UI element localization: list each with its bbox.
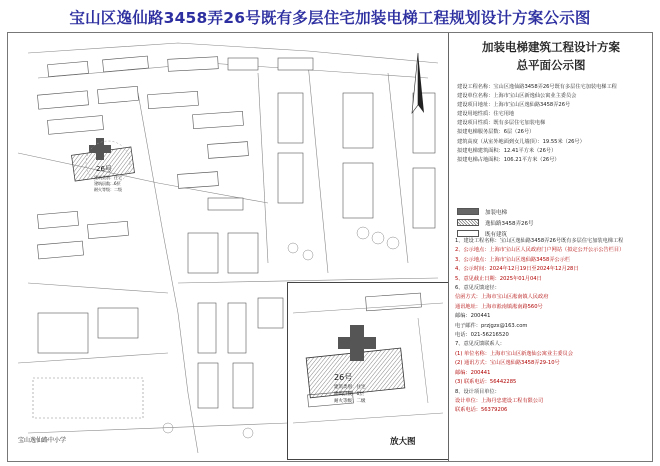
note-line: 电话：021-56216520	[455, 332, 509, 339]
inset-building-label: 26号	[334, 373, 353, 382]
note-line: 2、公示地点：上海市宝山区人民政府门户网站（拟定公开公示公告栏目）	[455, 247, 625, 254]
note-line: 邮编：200441	[455, 369, 491, 376]
inset-building-info-1: 建筑类别：住宅	[334, 385, 366, 390]
panel-title-2: 总平面公示图	[516, 58, 586, 72]
legend-item	[457, 217, 649, 228]
note-line: (3) 联系电话：56442285	[455, 379, 517, 386]
legend	[457, 206, 649, 239]
legend-label: 既有建筑	[485, 231, 508, 238]
note-line: 4、公示时间：2024年12月19日至2024年12月28日	[455, 266, 579, 273]
project-info	[457, 83, 649, 165]
note-line: 3、公示地点：上海市宝山区逸仙路3458弄公示栏	[455, 256, 571, 263]
inset-title: 放大图	[390, 437, 416, 447]
inset-enlarged-view	[287, 282, 449, 460]
note-line: 7、意见反馈联系人：	[455, 341, 505, 348]
note-line: 6、意见反馈途径：	[455, 285, 500, 292]
project-info-line: 建设项目性质：既有多层住宅加装电梯	[457, 120, 546, 127]
inset-building-info-3: 耐火等级：二级	[334, 399, 366, 404]
legend-swatch-plain	[457, 230, 479, 237]
notes	[455, 237, 651, 416]
project-info-line: 建设单位名称：上海市宝山区新逸仙公寓业主委员会	[457, 93, 577, 100]
building-26-info-2: 建筑层数：6层	[94, 181, 121, 186]
info-panel	[448, 33, 653, 461]
panel-title-1: 加装电梯建筑工程设计方案	[482, 40, 620, 54]
building-26-info-3: 耐火等级：二级	[94, 187, 122, 192]
project-info-line: 拟建电梯占地面积：106.21平方米（26号）	[457, 156, 560, 163]
note-line: 5、意见截止日期：2025年01月04日	[455, 275, 542, 282]
note-line: 1、建设工程名称：宝山区逸仙路3458弄26号既有多层住宅加装电梯工程	[455, 238, 624, 244]
legend-label: 加装电梯	[485, 209, 508, 216]
school-label: 宝山逸仙路中小学	[18, 437, 67, 444]
legend-swatch-hatch	[457, 219, 479, 226]
note-line: 通讯地址：上海市淞南镇淞南路560号	[455, 303, 543, 310]
note-line: 联系电话：56379206	[455, 407, 508, 414]
project-info-line: 建筑高度（从室外地面到女儿墙顶）：19.55米（26号）	[457, 138, 585, 145]
project-info-line: 拟建电梯服务层数：6层（26号）	[457, 129, 535, 136]
note-line: (1) 单位名称：上海市宝山区新逸仙公寓业主委员会	[455, 350, 573, 357]
page-title: 宝山区逸仙路3458弄26号既有多层住宅加装电梯工程规划设计方案公示图	[69, 9, 591, 27]
inset-drawing	[288, 283, 448, 459]
note-line: 信函方式：上海市宝山区淞南镇人民政府	[455, 294, 549, 301]
note-line: 8、设计项目单位：	[455, 388, 500, 395]
building-26-info-1: 建筑类别：住宅	[94, 175, 122, 180]
project-info-line: 建设工程名称：宝山区逸仙路3458弄26号既有多层住宅加装电梯工程	[457, 84, 617, 90]
legend-label: 逸仙路3458弄26号	[485, 220, 534, 227]
note-line: 电子邮件：przjgzx@163.com	[455, 322, 528, 329]
project-info-line: 建设项目地址：上海市宝山区逸仙路3458弄26号	[457, 102, 571, 109]
note-line: 设计单位：上海丹忠建设工程有限公司	[455, 397, 544, 404]
note-line: (2) 通讯方式：宝山区逸仙路3458弄29-10号	[455, 360, 560, 367]
legend-swatch-dark	[457, 208, 479, 215]
building-26-label: 26号	[96, 165, 112, 173]
legend-item	[457, 206, 649, 217]
project-info-line: 建设用地性质：住宅用地	[457, 111, 515, 118]
north-arrow-icon	[412, 53, 424, 113]
note-line: 邮编：200441	[455, 313, 491, 320]
project-info-line: 拟建电梯建筑面积：12.41平方米（26号）	[457, 147, 557, 154]
inset-building-info-2: 建筑层数：6层	[334, 392, 364, 397]
